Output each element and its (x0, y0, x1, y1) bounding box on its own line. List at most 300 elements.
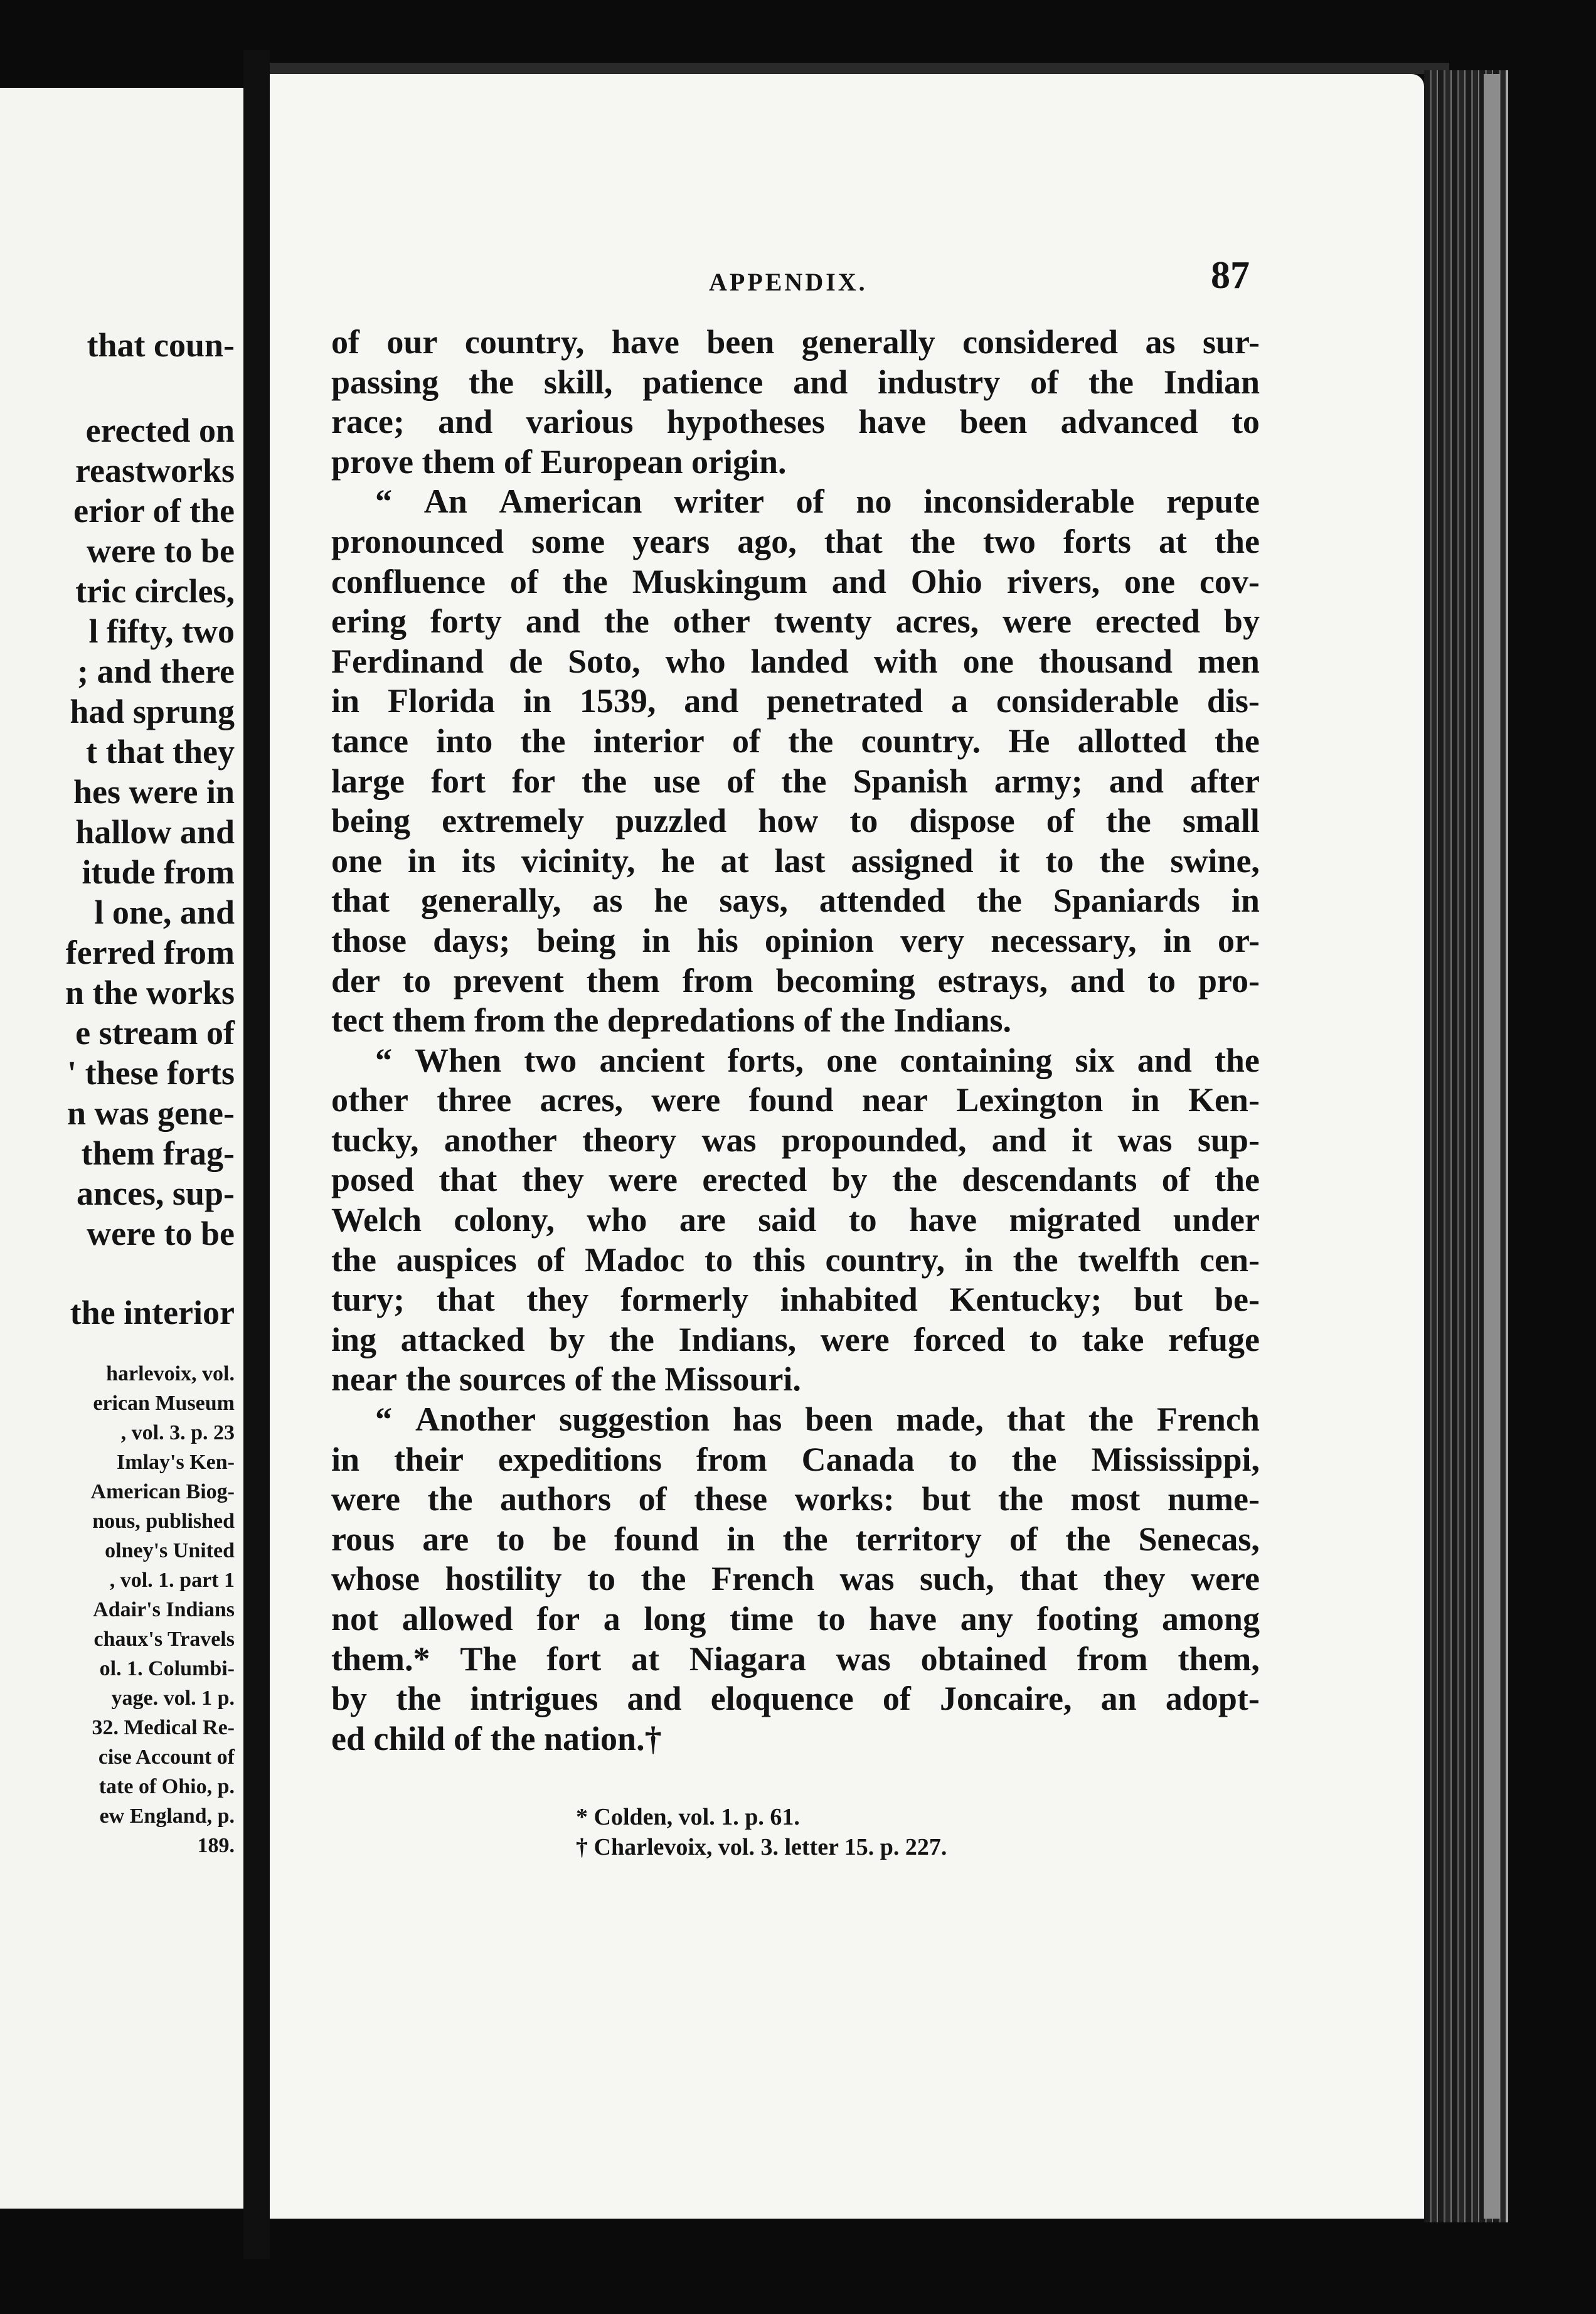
body-line (331, 841, 1260, 882)
left-page-text-line: were to be (87, 1215, 235, 1252)
word: at (631, 1640, 660, 1678)
word: to (949, 1440, 977, 1478)
word: race; (331, 403, 405, 441)
word: pronounced (331, 522, 504, 560)
word: to (1147, 961, 1176, 1000)
word: are (679, 1201, 726, 1239)
word: Muskingum (632, 562, 807, 600)
word: territory (855, 1520, 982, 1558)
word: interior (593, 722, 705, 760)
word: was (836, 1640, 891, 1678)
word: have (858, 403, 927, 441)
word: to (704, 1240, 733, 1279)
word: to (496, 1520, 525, 1558)
word: depredations (607, 1001, 804, 1040)
word: rous (331, 1520, 395, 1558)
word: theory (582, 1121, 677, 1159)
word: the (610, 1360, 665, 1399)
word: with (873, 642, 938, 680)
running-head-title: APPENDIX. (709, 268, 868, 296)
body-line (331, 1640, 1260, 1680)
word: ering (331, 602, 407, 641)
word: of (795, 483, 824, 521)
word: the (604, 602, 649, 641)
left-page-footnote-line: olney's United (105, 1539, 235, 1562)
word: Madoc (585, 1240, 685, 1279)
word: considered (962, 323, 1119, 361)
left-page-footnote-line: 189. (197, 1834, 235, 1857)
body-line (331, 1599, 1260, 1640)
word: them.* (331, 1640, 430, 1678)
word: erected (702, 1161, 807, 1199)
running-head (270, 254, 1274, 307)
word: two (982, 522, 1036, 560)
word: to (587, 1560, 616, 1598)
word: them (586, 961, 660, 1000)
word: in (964, 1240, 993, 1279)
left-page (0, 88, 243, 2209)
word: being (331, 802, 411, 840)
body-line (331, 1080, 1260, 1121)
word: French (1156, 1400, 1260, 1439)
word: assigned (851, 841, 974, 880)
word: to (817, 1600, 846, 1638)
left-page-text-line: the interior (70, 1294, 235, 1331)
word: of (331, 323, 359, 361)
word: no (856, 483, 892, 521)
word: formerly (620, 1281, 748, 1319)
word: small (1182, 802, 1260, 840)
word: forts, (727, 1041, 804, 1079)
left-page-text-line: e stream of (75, 1014, 235, 1052)
word: confluence (331, 562, 486, 600)
word: puzzled (615, 802, 727, 840)
word: have (869, 1600, 937, 1638)
word: considerable (996, 682, 1179, 720)
word: refuge (1168, 1320, 1260, 1358)
word: these (694, 1480, 768, 1518)
word: descendants (962, 1161, 1137, 1199)
word: inhabited (780, 1281, 918, 1319)
word: to (849, 802, 878, 840)
left-page-footnote-line: Imlay's Ken- (117, 1451, 235, 1474)
page-top-edge (270, 63, 1449, 74)
word: says, (719, 882, 788, 920)
word: he (661, 841, 695, 880)
word: into (436, 722, 493, 760)
left-page-text-line: l fifty, two (88, 612, 235, 650)
word: tance (331, 722, 408, 760)
word: expeditions (497, 1440, 662, 1478)
word: for (536, 1600, 580, 1638)
word: the (1088, 363, 1134, 401)
left-page-text-line: erior of the (73, 492, 235, 530)
word: fort (431, 762, 486, 800)
word: the (520, 722, 566, 760)
word: generally (801, 323, 935, 361)
word: the (976, 882, 1022, 920)
left-page-text-line: had sprung (70, 693, 235, 730)
word: the (641, 1560, 686, 1598)
word: and (438, 403, 493, 441)
word: the (891, 1161, 937, 1199)
word: American (499, 483, 642, 521)
word: forts (1063, 522, 1131, 560)
word: allowed (402, 1600, 513, 1638)
word: them, (1178, 1640, 1260, 1678)
left-page-text-line: hes were in (73, 773, 235, 811)
word: of (536, 1240, 565, 1279)
word: he (654, 882, 688, 920)
word: them (392, 1001, 474, 1040)
body-line (331, 881, 1260, 921)
word: allotted (1077, 722, 1187, 760)
word: that (436, 1281, 495, 1319)
word: who (587, 1201, 647, 1239)
word: it (1072, 1121, 1093, 1159)
word: his (696, 921, 738, 959)
word: rivers, (1006, 562, 1100, 600)
word: suggestion (559, 1400, 710, 1439)
word: colony, (454, 1201, 555, 1239)
body-line (331, 1719, 1260, 1759)
word: being (536, 921, 616, 959)
word: from (696, 1440, 767, 1478)
word: in (331, 682, 360, 720)
word: for (512, 762, 556, 800)
word: Welch (331, 1201, 422, 1239)
body-line (331, 681, 1260, 722)
left-page-footnote-line: cise Account of (98, 1746, 235, 1769)
body-line (331, 402, 1260, 442)
word: the (427, 1480, 473, 1518)
word: the (490, 1719, 545, 1757)
word: Kentucky; (949, 1281, 1102, 1319)
word: last (774, 841, 826, 880)
word: the (839, 1001, 894, 1040)
word: Missouri. (664, 1360, 801, 1399)
word: nation.† (544, 1719, 662, 1757)
left-page-text-line: were to be (87, 532, 235, 570)
word: most (1070, 1480, 1141, 1518)
word: they (521, 1161, 584, 1199)
left-page-footnote-line: American Biog- (90, 1480, 235, 1503)
word: time (730, 1600, 794, 1638)
word: attacked (400, 1320, 525, 1358)
body-line (331, 442, 1260, 483)
word: migrated (1009, 1201, 1141, 1239)
word: was (701, 1121, 757, 1159)
word: de (509, 642, 543, 680)
body-line (331, 1520, 1260, 1560)
word: the (609, 1320, 654, 1358)
word: the (553, 1001, 607, 1040)
left-page-footnote-line: , vol. 1. part 1 (109, 1569, 235, 1592)
left-page-text-line: that coun- (87, 326, 235, 364)
word: they (1103, 1560, 1166, 1598)
word: those (331, 921, 407, 959)
word: have (909, 1201, 977, 1239)
word: and (1137, 1041, 1192, 1079)
body-line (331, 1001, 1260, 1041)
word: to (1231, 403, 1260, 441)
left-page-text-line: t that they (86, 733, 235, 770)
word: twelfth (1078, 1240, 1180, 1279)
left-page-text-line: tric circles, (75, 572, 235, 610)
body-line (331, 1200, 1260, 1240)
body-line (331, 1280, 1260, 1320)
word: extremely (442, 802, 585, 840)
word: under (1173, 1201, 1260, 1239)
word: some (531, 522, 605, 560)
word: the (998, 1480, 1043, 1518)
word: country, (464, 323, 585, 361)
body-line (331, 323, 1260, 363)
word: in (1162, 921, 1191, 959)
word: of (454, 1719, 491, 1757)
word: six (1075, 1041, 1115, 1079)
body-text (331, 323, 1260, 1759)
word: and (684, 682, 739, 720)
word: auspices (396, 1240, 517, 1279)
word: twenty (774, 602, 872, 641)
left-page-footnote-line: ew England, p. (99, 1805, 235, 1828)
word: the (910, 522, 955, 560)
word: tury; (331, 1281, 405, 1319)
word: in (1131, 1081, 1160, 1119)
word: intrigues (470, 1680, 598, 1718)
word: inconsiderable (923, 483, 1135, 521)
body-line (331, 1679, 1260, 1719)
word: thousand (1038, 642, 1173, 680)
word: Indian (1163, 363, 1260, 401)
left-page-text-line: them frag- (81, 1134, 235, 1172)
word: years (632, 522, 710, 560)
word: of (726, 762, 755, 800)
word: adopt- (1165, 1680, 1260, 1718)
word: pro- (1198, 961, 1260, 1000)
word: of (1046, 802, 1075, 840)
book-gutter (243, 50, 270, 2259)
word: after (1190, 762, 1260, 800)
word: its (462, 841, 496, 880)
left-page-footnote-line: erican Museum (93, 1392, 235, 1415)
word: and (831, 562, 886, 600)
word: was (1117, 1121, 1173, 1159)
word: opinion (764, 921, 874, 959)
word: eloquence (710, 1680, 854, 1718)
word: to (848, 1201, 877, 1239)
page-number: 87 (1211, 254, 1250, 297)
word: at (720, 841, 749, 880)
word: an (1100, 1680, 1137, 1718)
left-page-footnote-line: tate of Ohio, p. (98, 1775, 235, 1798)
word: the (1013, 1240, 1058, 1279)
word: the (331, 1240, 376, 1279)
body-line (331, 1320, 1260, 1360)
word: Indians, (678, 1320, 797, 1358)
word: another (444, 1121, 557, 1159)
word: they (526, 1281, 589, 1319)
word: acres, (895, 602, 979, 641)
word: in (407, 841, 437, 880)
footnote: † Charlevoix, vol. 3. letter 15. p. 227. (576, 1834, 947, 1860)
word: “ (375, 1041, 392, 1079)
word: Lexington (956, 1081, 1104, 1119)
word: hypotheses (666, 403, 825, 441)
word: posed (331, 1161, 415, 1199)
word: whose (331, 1560, 420, 1598)
word: one (962, 642, 1014, 680)
left-page-text-line: reastworks (75, 452, 235, 489)
word: use (653, 762, 701, 800)
word: how (758, 802, 819, 840)
word: the (1011, 1440, 1057, 1478)
word: were (651, 1081, 721, 1119)
word: from (1077, 1640, 1148, 1678)
word: two (524, 1041, 577, 1079)
word: by (549, 1320, 585, 1358)
word: skill, (543, 363, 613, 401)
word: of (732, 722, 761, 760)
word: as (592, 882, 623, 920)
word: prevent (453, 961, 564, 1000)
word: in (1231, 882, 1260, 920)
word: Canada (801, 1440, 915, 1478)
word: dispose (909, 802, 1015, 840)
word: estrays, (937, 961, 1048, 1000)
body-line (331, 602, 1260, 642)
word: Soto, (568, 642, 641, 680)
body-line (331, 1360, 1260, 1400)
word: The (460, 1640, 517, 1678)
body-line (331, 1480, 1260, 1520)
word: to (402, 961, 431, 1000)
body-line (331, 1400, 1260, 1440)
word: near (331, 1360, 406, 1399)
word: were (1191, 1560, 1260, 1598)
word: passing (331, 363, 439, 401)
word: were (609, 1161, 678, 1199)
word: are (422, 1520, 469, 1558)
word: were (331, 1480, 400, 1518)
word: but (922, 1480, 971, 1518)
word: ing (331, 1320, 377, 1358)
left-page-footnote-line: 32. Medical Re- (92, 1716, 235, 1739)
word: writer (674, 483, 764, 521)
word: were (1003, 602, 1072, 641)
word: the (1065, 1520, 1111, 1558)
word: one (1124, 562, 1176, 600)
word: that (824, 522, 883, 560)
word: other (331, 1081, 408, 1119)
left-page-text-line: ; and there (77, 653, 235, 690)
word: be (552, 1520, 587, 1558)
left-page-text-line: ' these forts (67, 1054, 235, 1092)
word: ago, (737, 522, 797, 560)
word: origin. (691, 442, 787, 481)
word: nume- (1167, 1480, 1260, 1518)
left-page-text-line: erected on (85, 412, 235, 449)
body-line (331, 1240, 1260, 1281)
word: the (562, 562, 608, 600)
word: vicinity, (521, 841, 636, 880)
word: made, (896, 1400, 984, 1439)
word: three (437, 1081, 512, 1119)
word: the (405, 1360, 459, 1399)
word: that (1019, 1560, 1078, 1598)
word: Spaniards (1053, 882, 1200, 920)
word: An (423, 483, 467, 521)
word: the (782, 1520, 828, 1558)
word: that (439, 1161, 497, 1199)
word: tucky, (331, 1121, 419, 1159)
word: authors (500, 1480, 612, 1518)
word: the (582, 762, 627, 800)
left-page-footnote-line: nous, published (92, 1510, 235, 1533)
left-page-footnote-line: , vol. 3. p. 23 (120, 1421, 235, 1444)
word: from (474, 1001, 554, 1040)
word: near (861, 1081, 928, 1119)
word: such, (920, 1560, 994, 1598)
body-line (331, 562, 1260, 602)
word: He (1008, 722, 1050, 760)
word: other (673, 602, 750, 641)
word: men (1197, 642, 1260, 680)
word: footing (1036, 1600, 1139, 1638)
word: the (1105, 802, 1151, 840)
word: country. (861, 722, 981, 760)
word: ancient (599, 1041, 705, 1079)
word: Indians. (893, 1001, 1011, 1040)
word: been (706, 323, 775, 361)
word: generally, (420, 882, 561, 920)
word: obtained (920, 1640, 1047, 1678)
word: found (748, 1081, 834, 1119)
word: the (1214, 722, 1260, 760)
word: and (627, 1680, 682, 1718)
word: has (733, 1400, 782, 1439)
word: sources (459, 1360, 575, 1399)
word: by (331, 1680, 368, 1718)
word: penetrated (767, 682, 923, 720)
word: said (758, 1201, 817, 1239)
word: and (793, 363, 848, 401)
word: necessary, (991, 921, 1137, 959)
word: Florida (387, 682, 495, 720)
word: in (331, 1440, 360, 1478)
left-page-footnote-line: harlevoix, vol. (106, 1362, 235, 1385)
word: industry (878, 363, 1001, 401)
body-line (331, 522, 1260, 562)
word: landed (750, 642, 849, 680)
word: Ohio (910, 562, 982, 600)
word: cov- (1199, 562, 1260, 600)
body-line (331, 1121, 1260, 1161)
word: the (1214, 522, 1260, 560)
word: forced (913, 1320, 1006, 1358)
word: acres, (540, 1081, 623, 1119)
word: dis- (1206, 682, 1260, 720)
word: becoming (775, 961, 915, 1000)
word: Spanish (853, 762, 968, 800)
word: Joncaire, (940, 1680, 1072, 1718)
word: works: (794, 1480, 895, 1518)
word: “ (375, 483, 392, 521)
word: fort (546, 1640, 602, 1678)
word: one (331, 841, 382, 880)
word: the (469, 363, 514, 401)
